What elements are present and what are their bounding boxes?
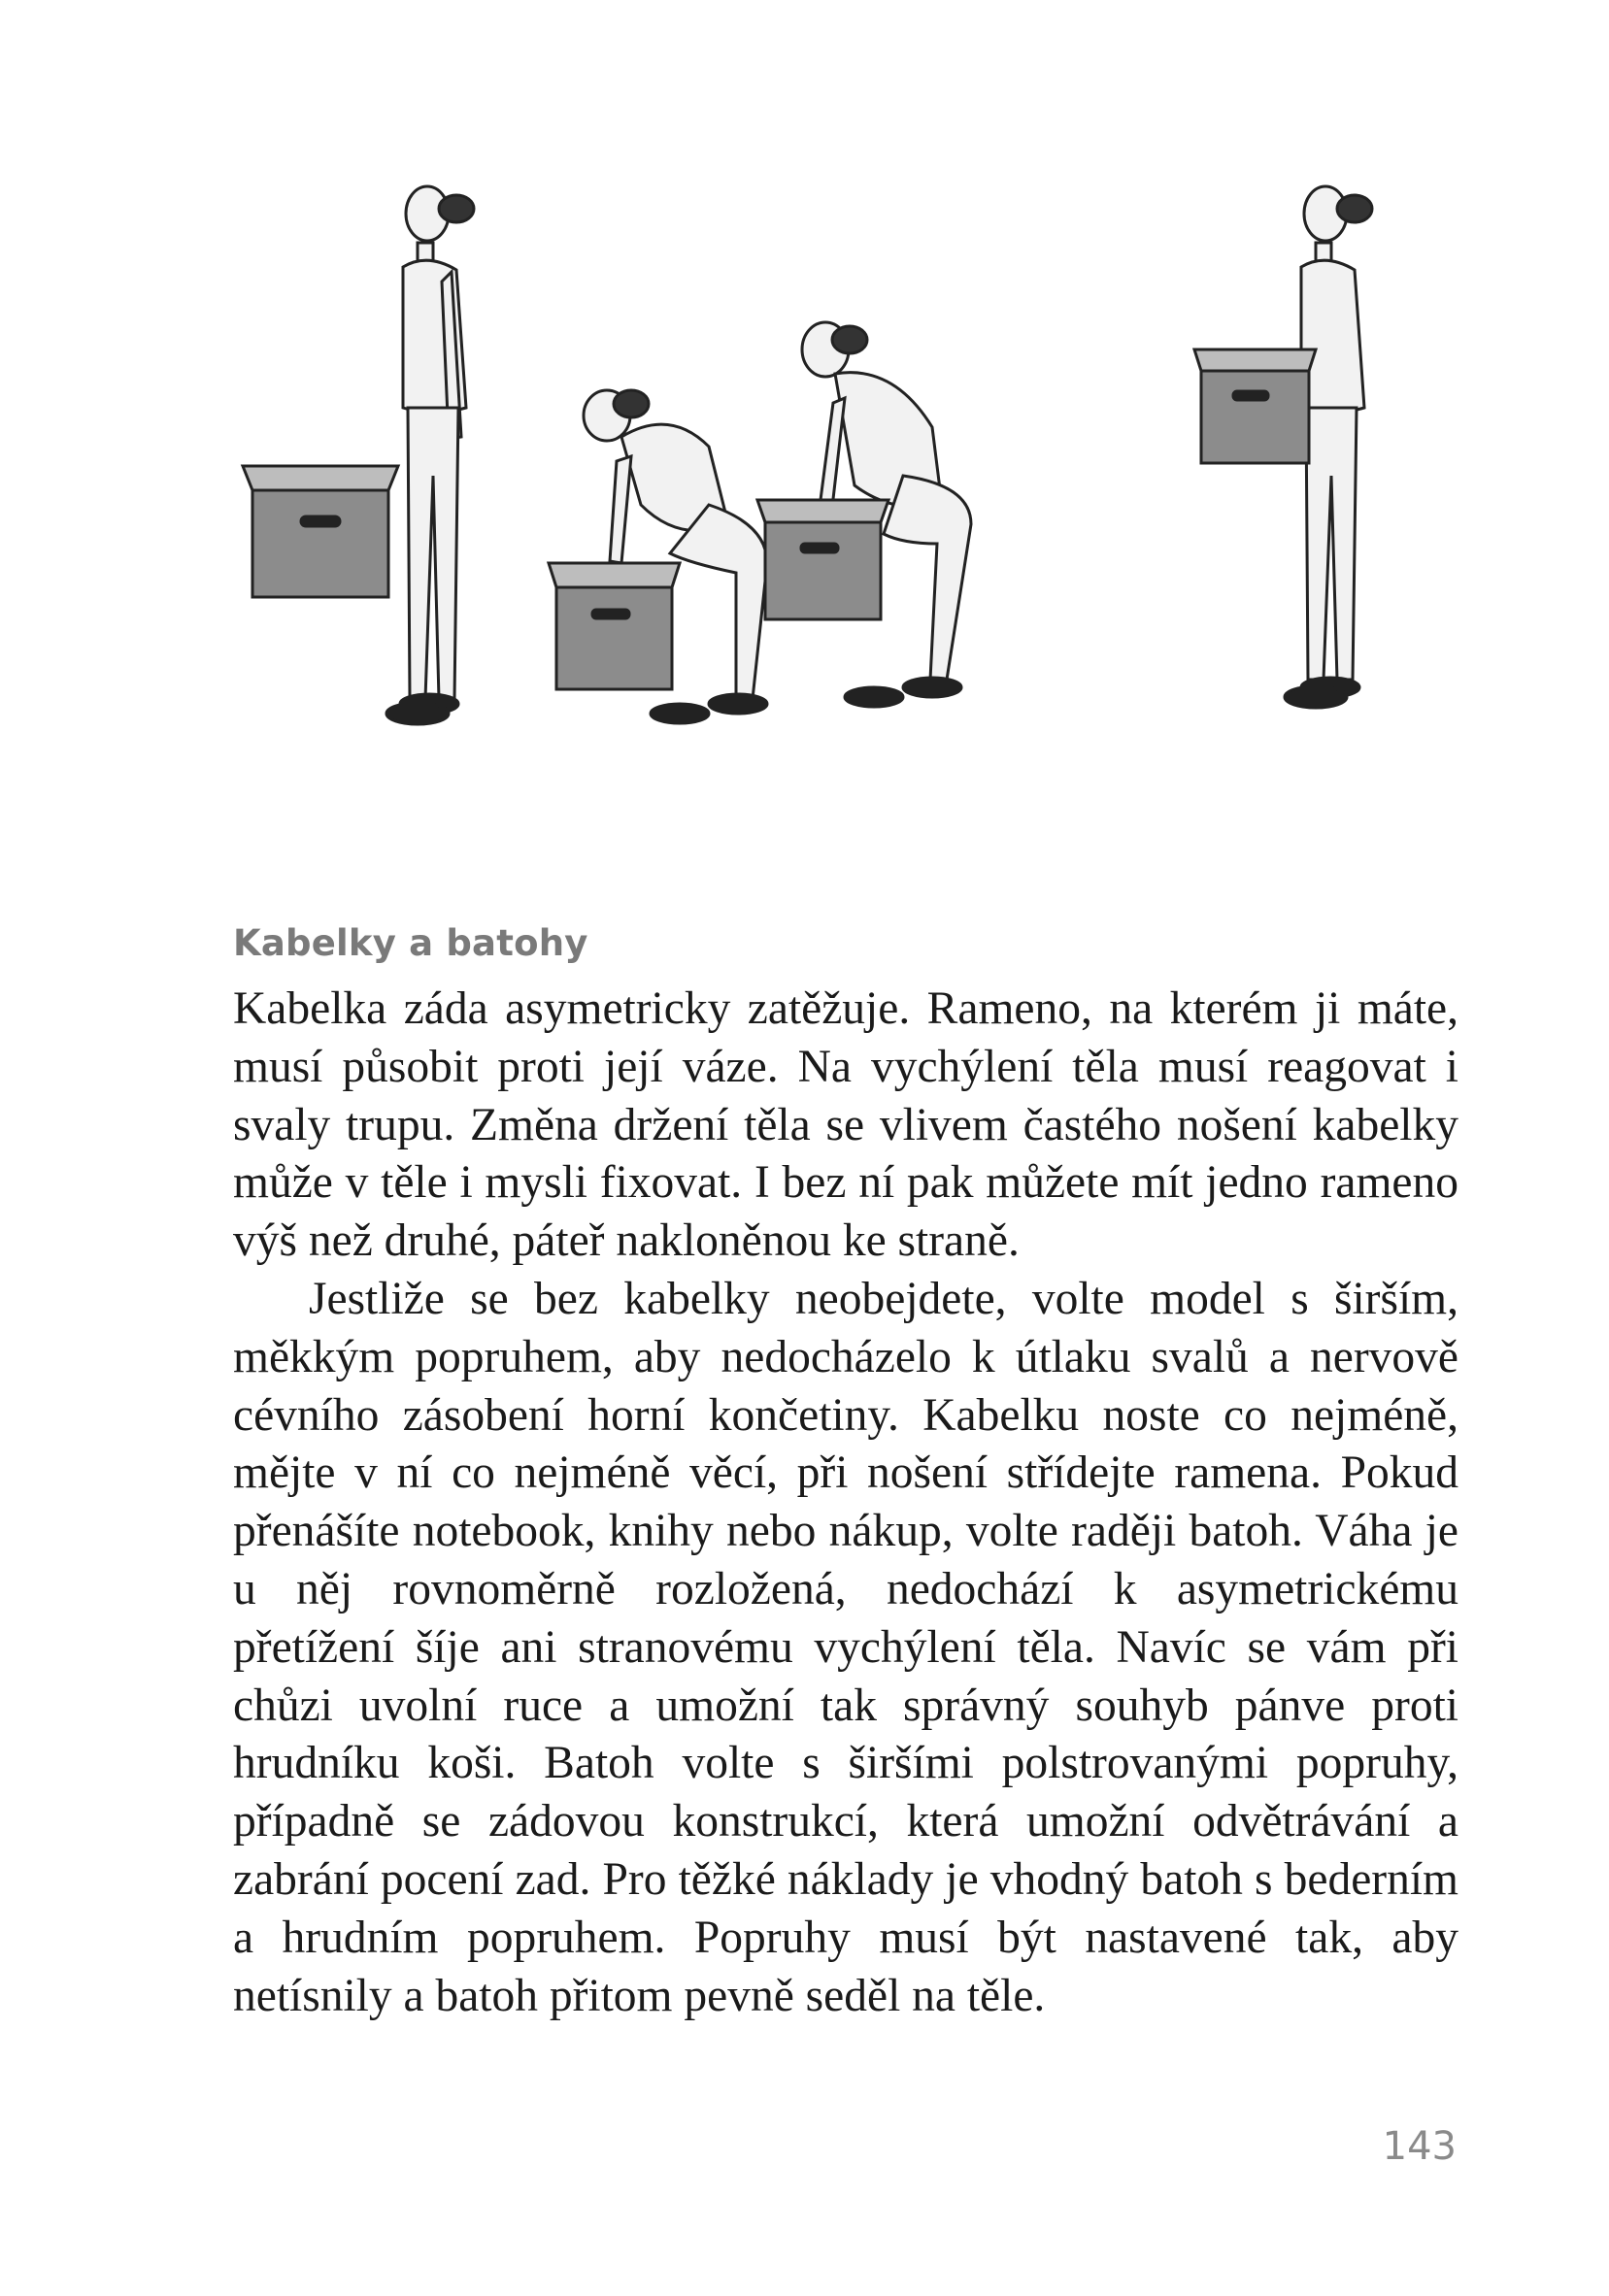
box-1 xyxy=(243,466,398,597)
page-number: 143 xyxy=(1382,2124,1457,2169)
box-2 xyxy=(549,563,680,689)
section-heading: Kabelky a batohy xyxy=(233,922,588,964)
paragraph: Kabelka záda asymetricky zatěžuje. Rameno, na kterém ji máte, musí působit proti její váze. Na vychýlení těla musí reagovat i svaly trupu. Změna držení těla se vlivem častého nošení kabelky může v těle i mysli fixovat. I bez ní pak můžete mít jedno rameno výš než druhé, páteř nakloněnou ke straně. xyxy=(233,983,1458,1267)
standing-figure xyxy=(386,186,474,724)
body-text xyxy=(233,981,1458,2025)
paragraph: Jestliže se bez kabelky neobejdete, volte model s širším, měkkým popruhem, aby nedocházelo k útlaku svalů a nervově cévního zásobení horní končetiny. Kabelku noste co nejméně, mějte v ní co nejméně věcí, při nošení střídejte ramena. Pokud přenášíte notebook, knihy nebo nákup, volte raději batoh. Váha je u něj rovnoměrně rozložená, nedochází k asymetrickému přetížení šíje ani stranovému vychýlení těla. Navíc se vám při chůzi uvolní ruce a umožní tak správný souhyb pánve proti hrudníku koši. Batoh volte s širšími polstrovanými popruhy, případně se zádovou konstrukcí, která umožní odvětrávání a zabrání pocení zad. Pro těžké náklady je vhodný batoh s bederním a hrudním popruhem. Popruhy musí být nastavené tak, aby netísnily a batoh přitom pevně seděl na těle. xyxy=(233,1273,1458,2021)
box-4 xyxy=(1194,349,1316,463)
box-lifting-illustration xyxy=(223,155,1515,835)
box-3 xyxy=(757,500,888,619)
